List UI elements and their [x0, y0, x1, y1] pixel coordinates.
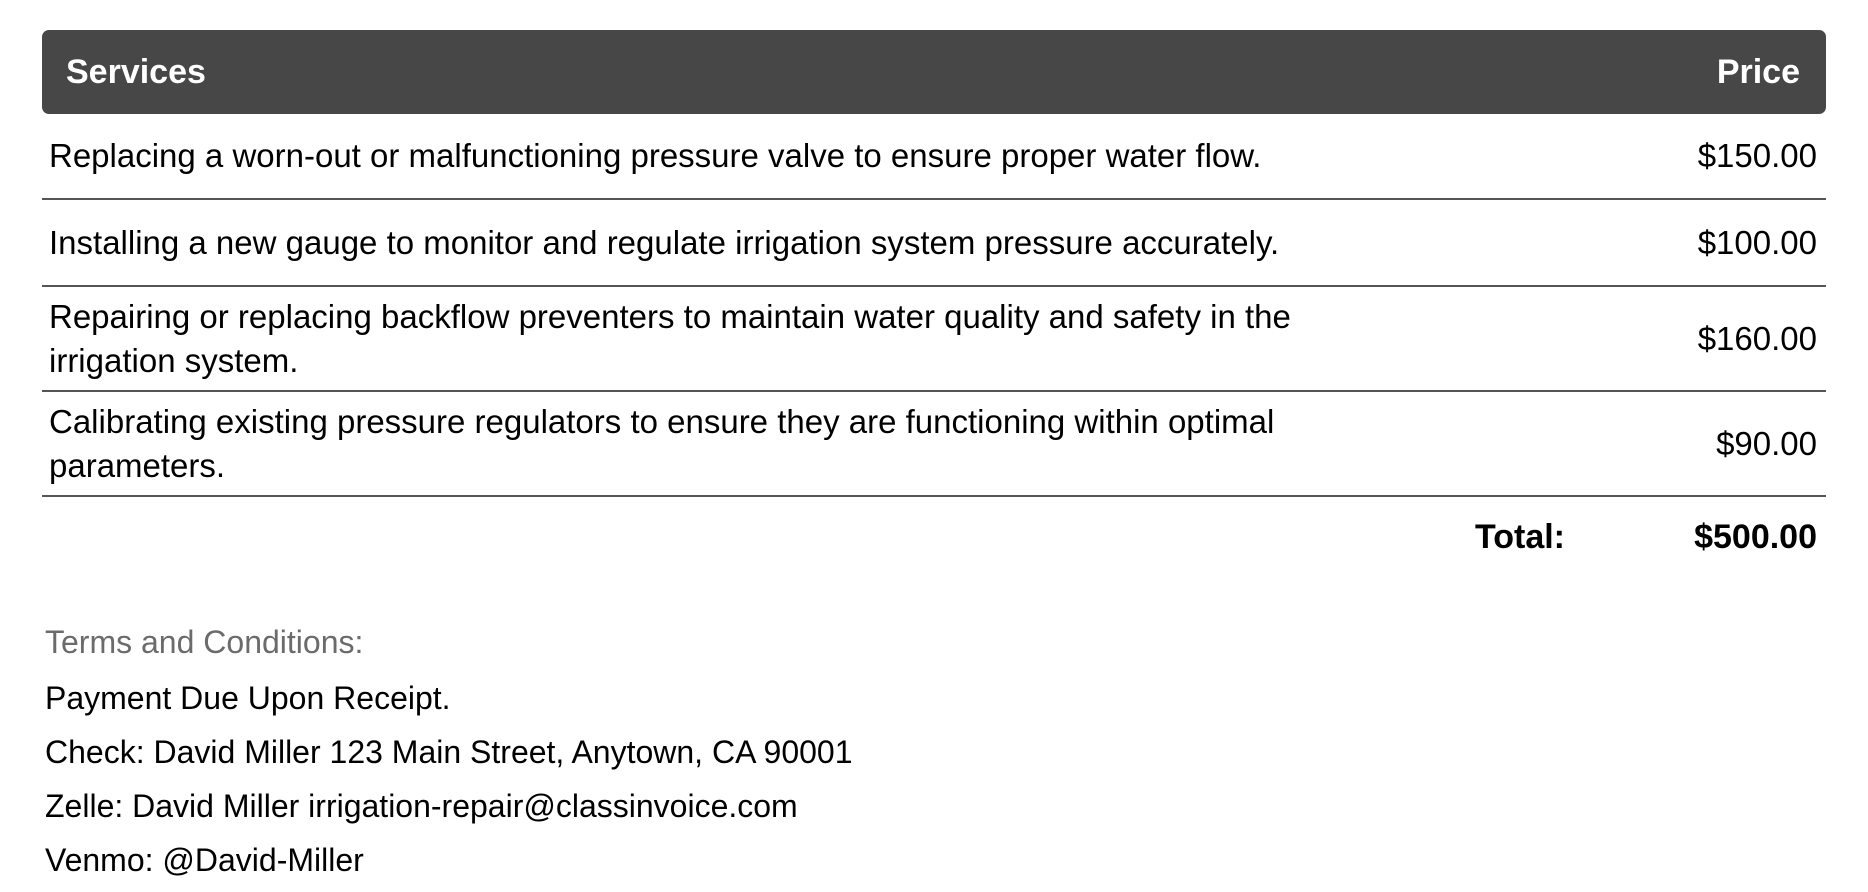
service-description: Repairing or replacing backflow preventers to maintain water quality and safety in the irrigation system. [49, 297, 1291, 379]
table-row [42, 287, 1826, 392]
table-row [42, 200, 1826, 287]
service-description: Calibrating existing pressure regulators to ensure they are functioning within optimal parameters. [49, 402, 1275, 484]
services-table [42, 30, 1826, 497]
price-column-header: Price [1716, 52, 1800, 91]
zelle-payment-text: Zelle: David Miller irrigation-repair@classinvoice.com [45, 788, 798, 824]
table-header [42, 30, 1826, 114]
payment-due-text: Payment Due Upon Receipt. [45, 680, 451, 716]
service-description: Replacing a worn-out or malfunctioning pressure valve to ensure proper water flow. [49, 137, 1262, 174]
terms-section [45, 620, 853, 892]
table-row [42, 392, 1826, 497]
service-price: $160.00 [1697, 319, 1817, 357]
table-row [42, 114, 1826, 200]
service-description: Installing a new gauge to monitor and regulate irrigation system pressure accurately. [49, 223, 1280, 261]
check-payment-text: Check: David Miller 123 Main Street, Anytown, CA 90001 [45, 734, 853, 770]
service-price: $150.00 [1697, 137, 1817, 174]
venmo-payment-text: Venmo: @David-Miller [45, 842, 364, 878]
services-column-header: Services [66, 52, 206, 91]
terms-heading: Terms and Conditions: [45, 624, 364, 660]
service-price: $90.00 [1716, 424, 1817, 462]
total-row [42, 518, 1826, 564]
total-label: Total: [1474, 518, 1565, 556]
service-price: $100.00 [1697, 223, 1817, 261]
total-amount: $500.00 [1694, 518, 1817, 556]
